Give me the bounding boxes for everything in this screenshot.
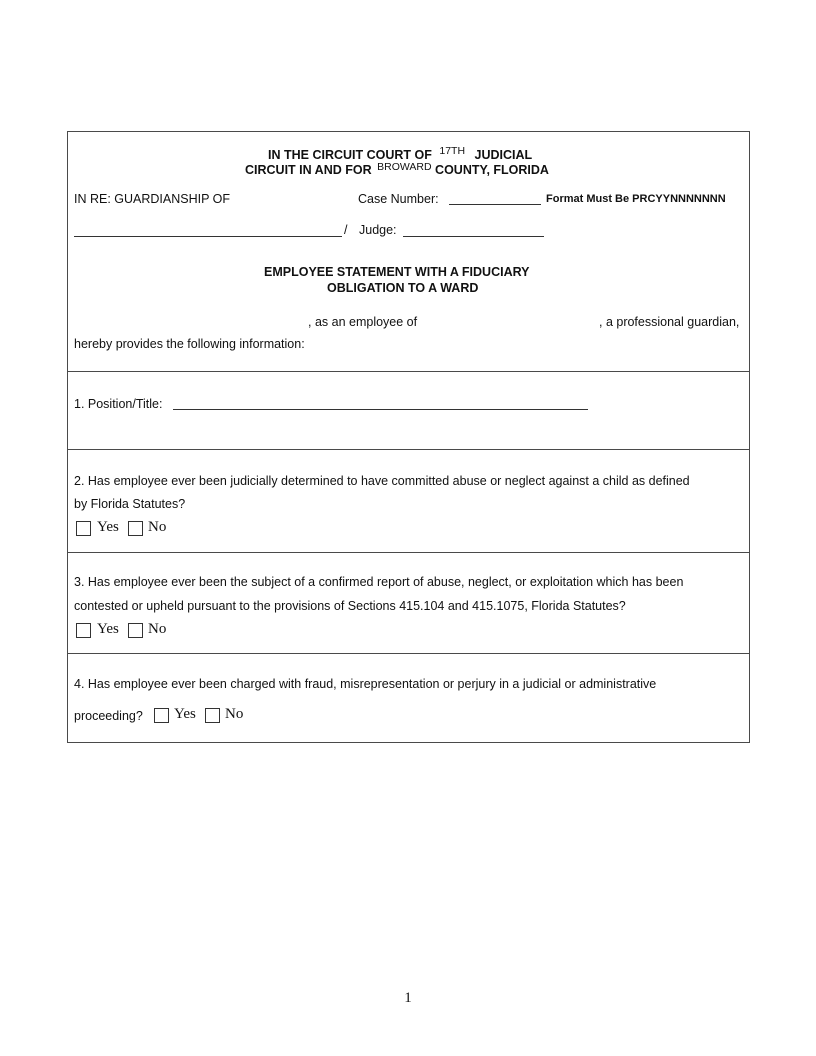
guardianship-form [67,131,750,743]
court-header-line-1 [268,145,533,162]
question-4-text-line-2: proceeding? [74,709,143,723]
question-3-yes-label: Yes [97,621,119,637]
question-3-no-checkbox[interactable] [128,623,143,638]
section-divider [68,371,749,372]
question-2-yes-checkbox[interactable] [76,521,91,536]
guardian-name-field[interactable] [428,315,596,331]
case-number-field[interactable] [449,192,541,205]
question-3-no-label: No [148,621,167,637]
question-3-text-line-2: contested or upheld pursuant to the provisions of Sections 415.104 and 415.1075, Florida Statutes? [74,599,626,613]
question-4-no-label: No [225,706,244,722]
question-2-text-line-1: 2. Has employee ever been judicially determined to have committed abuse or neglect against a child as defined [74,474,690,488]
intro-text-line-2: hereby provides the following information: [74,337,305,351]
position-title-field[interactable] [173,397,588,410]
in-re-label: IN RE: GUARDIANSHIP OF [74,192,231,206]
statement-title-line-2: OBLIGATION TO A WARD [327,281,479,295]
question-2-text-line-2: by Florida Statutes? [74,497,186,511]
court-header-suffix: JUDICIAL [474,148,533,162]
judge-field[interactable] [403,224,544,237]
position-title-label: 1. Position/Title: [74,397,163,411]
question-2-no-label: No [148,519,167,535]
question-4-yes-label: Yes [174,706,196,722]
question-2-no-checkbox[interactable] [128,521,143,536]
case-number-format-hint: Format Must Be PRCYYNNNNNNN [546,193,726,205]
court-header-prefix: IN THE CIRCUIT COURT OF [268,148,432,162]
case-number-label: Case Number: [358,192,439,206]
statement-title-line-1: EMPLOYEE STATEMENT WITH A FIDUCIARY [264,265,530,279]
judge-label: Judge: [359,223,397,237]
section-divider [68,552,749,553]
county-line-prefix: CIRCUIT IN AND FOR [245,163,372,177]
ward-name-field[interactable] [74,224,342,237]
question-3-yes-checkbox[interactable] [76,623,91,638]
county-line-suffix: COUNTY, FLORIDA [435,163,549,177]
case-slash: / [344,223,348,237]
question-4-text-line-1: 4. Has employee ever been charged with fraud, misrepresentation or perjury in a judicial or administrative [74,677,657,691]
question-4-no-checkbox[interactable] [205,708,220,723]
intro-text-part-1: , as an employee of [308,315,418,329]
section-divider [68,449,749,450]
circuit-number-field[interactable]: 17TH [439,145,466,157]
question-2-yes-label: Yes [97,519,119,535]
page-number: 1 [404,990,412,1006]
section-divider [68,653,749,654]
question-3-text-line-1: 3. Has employee ever been the subject of a confirmed report of abuse, neglect, or exploitation which has been [74,575,684,589]
intro-text-part-2: , a professional guardian, [599,315,740,329]
question-4-yes-checkbox[interactable] [154,708,169,723]
county-name-field[interactable]: BROWARD [377,161,432,173]
employee-name-field[interactable] [74,315,304,331]
court-header-line-2 [245,163,549,177]
